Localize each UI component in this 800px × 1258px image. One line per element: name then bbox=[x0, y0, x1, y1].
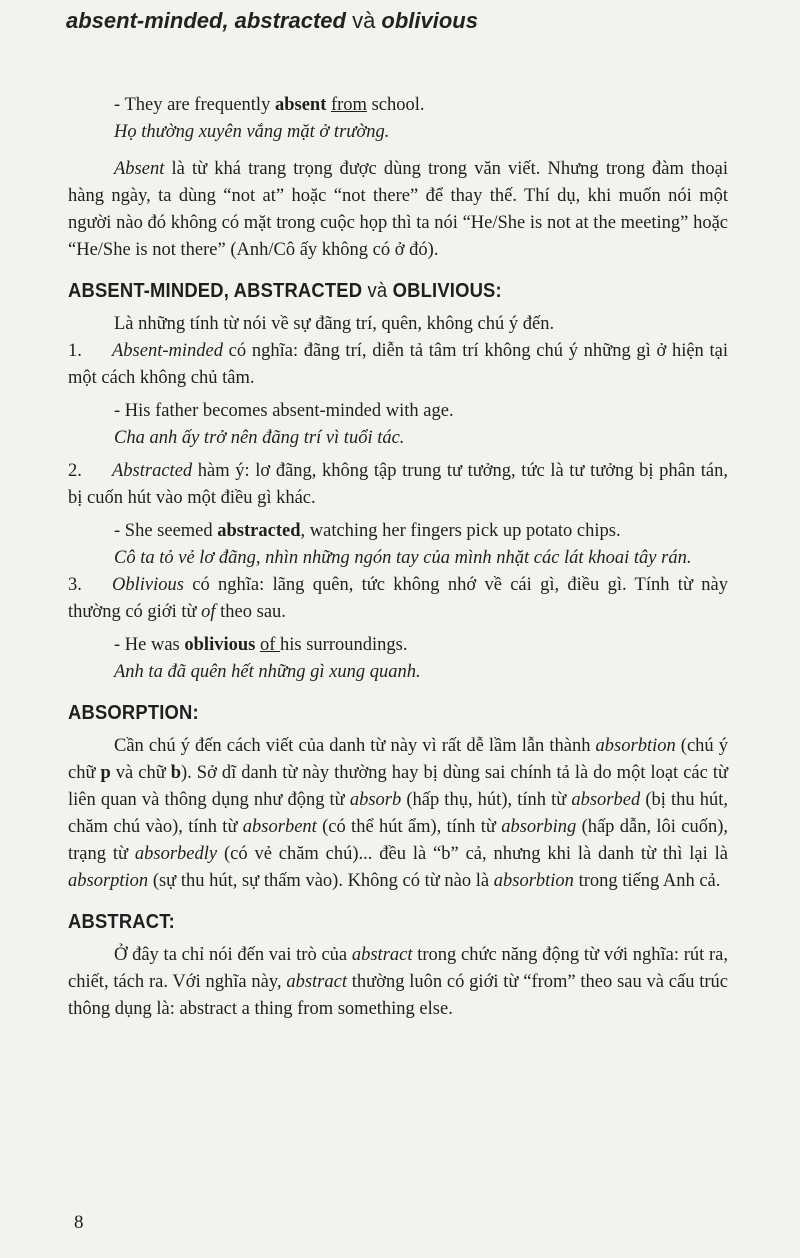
definition-item-1: 1. Absent-minded có nghĩa: đãng trí, diễn tả tâm trí không chú ý những gì ở hiện tại một cách không chủ tâm. bbox=[68, 341, 728, 388]
example-sentence-3: - He was oblivious of his surroundings. bbox=[114, 635, 408, 655]
running-head-connector: và bbox=[345, 8, 382, 33]
example-sentence-1: - His father becomes absent-minded with age. bbox=[114, 401, 454, 421]
paragraph-absorption: Cần chú ý đến cách viết của danh từ này vì rất dễ lầm lẫn thành absorbtion (chú ý chữ p và chữ b). Sở dĩ danh từ này thường hay bị dùng sai chính tả là do một loạt các từ liên quan và thông dụng như động từ absorb (hấp thụ, hút), tính từ absorbed (bị thu hút, chăm chú vào), tính từ absorbent (có thể hút ẩm), tính từ absorbing (hấp dẫn, lôi cuốn), trạng từ absorbedly (có vẻ chăm chú)... đều là “b” cả, nhưng khi là danh từ thì lại là absorption (sự thu hút, sự thấm vào). Không có từ nào là absorbtion trong tiếng Anh cả. bbox=[68, 736, 728, 891]
example-sentence-absent: - They are frequently absent from school. bbox=[114, 95, 425, 115]
running-head-terms: absent-minded, abstracted bbox=[66, 8, 346, 33]
example-sentence-2: - She seemed abstracted, watching her fingers pick up potato chips. bbox=[114, 521, 621, 541]
section-heading-abstract: ABSTRACT: bbox=[68, 911, 175, 933]
running-head-term-oblivious: oblivious bbox=[381, 8, 478, 33]
section-heading-absorption: ABSORPTION: bbox=[68, 702, 199, 724]
section-heading-absent-minded: ABSENT-MINDED, ABSTRACTED và OBLIVIOUS: bbox=[68, 280, 502, 302]
section-intro: Là những tính từ nói về sự đãng trí, quên, không chú ý đến. bbox=[114, 314, 555, 334]
definition-item-3: 3. Oblivious có nghĩa: lãng quên, tức không nhớ về cái gì, điều gì. Tính từ này thường có giới từ of theo sau. bbox=[68, 575, 728, 622]
example-translation-1: Cha anh ấy trở nên đãng trí vì tuổi tác. bbox=[114, 428, 405, 448]
paragraph-absent-usage: Absent là từ khá trang trọng được dùng trong văn viết. Nhưng trong đàm thoại hàng ngày, ta dùng “not at” hoặc “not there” để thay thế. Thí dụ, khi muốn nói một người nào đó không có mặt trong cuộc họp thì ta nói “He/She is not at the meeting” hoặc “He/She is not there” (Anh/Cô ấy không có ở đó). bbox=[68, 159, 728, 260]
example-translation-2: Cô ta tỏ vẻ lơ đãng, nhìn những ngón tay của mình nhặt các lát khoai tây rán. bbox=[114, 548, 692, 568]
example-translation-absent: Họ thường xuyên vắng mặt ở trường. bbox=[114, 122, 390, 142]
page-number: 8 bbox=[74, 1212, 84, 1233]
running-head bbox=[66, 8, 478, 34]
paragraph-abstract: Ở đây ta chỉ nói đến vai trò của abstract trong chức năng động từ với nghĩa: rút ra, chiết, tách ra. Với nghĩa này, abstract thường luôn có giới từ “from” theo sau và cấu trúc thông dụng là: abstract a thing from something else. bbox=[68, 945, 728, 1019]
page-content bbox=[68, 92, 728, 1023]
definition-item-2: 2. Abstracted hàm ý: lơ đãng, không tập trung tư tưởng, tức là tư tưởng bị phân tán, bị cuốn hút vào một điều gì khác. bbox=[68, 461, 728, 508]
example-translation-3: Anh ta đã quên hết những gì xung quanh. bbox=[114, 662, 421, 682]
